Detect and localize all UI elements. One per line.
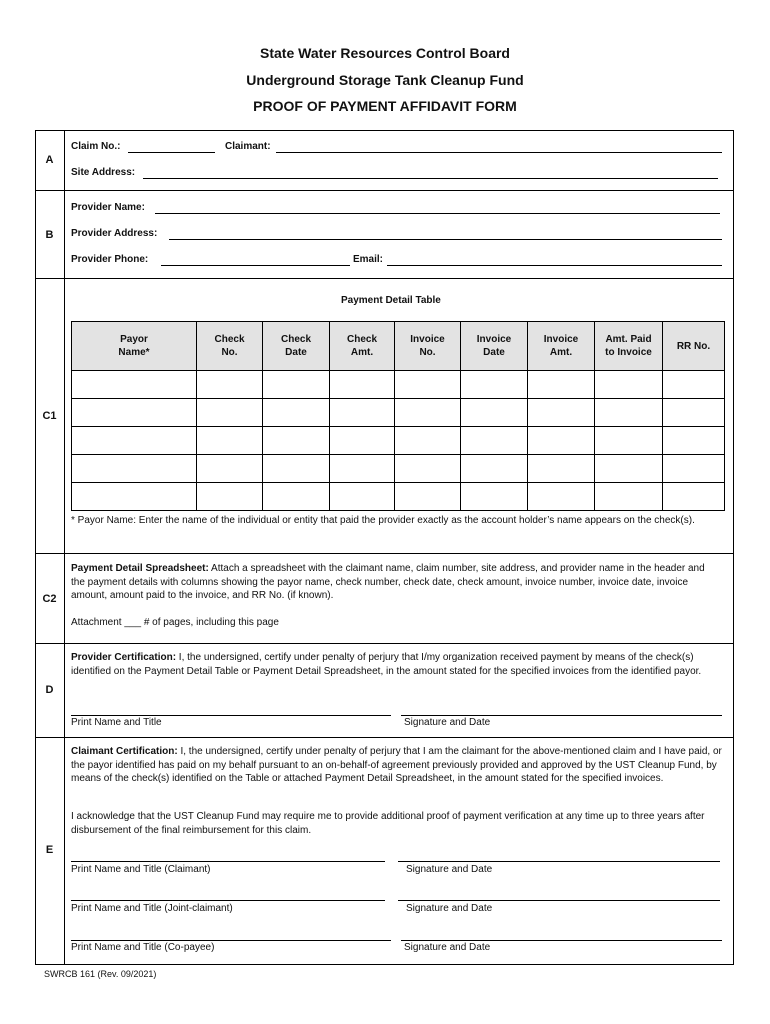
program-title: Underground Storage Tank Cleanup Fund [246, 72, 524, 88]
column-header [595, 322, 663, 371]
table-cell[interactable] [461, 455, 528, 483]
provider-phone-label: Provider Phone: [71, 254, 149, 265]
table-cell[interactable] [197, 371, 263, 399]
table-cell[interactable] [263, 427, 330, 455]
table-cell[interactable] [263, 399, 330, 427]
column-header-text: Check [346, 334, 377, 345]
table-cell[interactable] [330, 427, 395, 455]
table-cell[interactable] [595, 371, 663, 399]
column-header [330, 322, 395, 371]
column-header [461, 322, 528, 371]
joint-claimant-signature-field[interactable] [398, 900, 720, 901]
provider-certification-text: I, the undersigned, certify under penalty of perjury that I/my organization received payment by means of the check(s) identified on the Payment Detail Table or Payment Detail Spreadsheet, in the amount stated for the specified invoices from the identified payor. [71, 652, 702, 677]
table-cell[interactable] [663, 427, 725, 455]
agency-title: State Water Resources Control Board [260, 45, 510, 61]
provider-address-label: Provider Address: [71, 228, 158, 239]
column-header-text: Payor [120, 334, 148, 345]
table-cell[interactable] [461, 371, 528, 399]
provider-certification [71, 651, 726, 678]
claimant-signature-label: Signature and Date [406, 864, 493, 875]
table-cell[interactable] [528, 455, 595, 483]
table-row [72, 371, 725, 399]
column-header-text: Invoice [476, 334, 512, 345]
attachment-pages-line[interactable]: Attachment ___ # of pages, including this page [71, 617, 279, 628]
claimant-certification-heading: Claimant Certification: [71, 746, 178, 757]
table-cell[interactable] [528, 483, 595, 511]
table-row [72, 399, 725, 427]
section-b-letter: B [45, 229, 54, 241]
table-cell[interactable] [663, 371, 725, 399]
column-header-text: Date [285, 347, 307, 358]
column-header [395, 322, 461, 371]
column-header [263, 322, 330, 371]
joint-claimant-print-name-field[interactable] [71, 900, 385, 901]
column-header-text: No. [419, 347, 436, 358]
table-cell[interactable] [72, 455, 197, 483]
section-divider [35, 278, 734, 279]
spreadsheet-instructions [71, 562, 721, 603]
column-header-text: Name* [118, 347, 150, 358]
column-header-text: Amt. Paid [605, 334, 652, 345]
email-label: Email: [353, 254, 384, 265]
claimant-certification [71, 745, 726, 786]
table-cell[interactable] [595, 483, 663, 511]
table-cell[interactable] [461, 483, 528, 511]
table-cell[interactable] [595, 427, 663, 455]
column-header-text: Amt. [350, 347, 374, 358]
table-cell[interactable] [197, 399, 263, 427]
table-cell[interactable] [595, 455, 663, 483]
provider-print-name-label: Print Name and Title [71, 717, 162, 728]
table-cell[interactable] [330, 483, 395, 511]
payment-detail-table [71, 321, 725, 511]
table-row [72, 483, 725, 511]
table-cell[interactable] [197, 455, 263, 483]
column-header-text: No. [221, 347, 238, 358]
table-cell[interactable] [595, 399, 663, 427]
table-cell[interactable] [395, 455, 461, 483]
table-cell[interactable] [72, 399, 197, 427]
table-cell[interactable] [663, 483, 725, 511]
acknowledgement-text: I acknowledge that the UST Cleanup Fund may require me to provide additional proof of payment verification at any time up to three years after disbursement of the final reimbursement for this claim. [71, 811, 705, 836]
copayee-print-name-label: Print Name and Title (Co-payee) [71, 942, 215, 953]
provider-certification-heading: Provider Certification: [71, 652, 177, 663]
claim-no-label: Claim No.: [71, 141, 121, 152]
table-cell[interactable] [330, 399, 395, 427]
section-e-letter: E [45, 844, 54, 856]
table-cell[interactable] [528, 427, 595, 455]
table-cell[interactable] [72, 371, 197, 399]
claimant-print-name-field[interactable] [71, 861, 385, 862]
section-divider [35, 643, 734, 644]
table-cell[interactable] [395, 427, 461, 455]
copayee-signature-field[interactable] [401, 940, 722, 941]
claimant-label: Claimant: [225, 141, 271, 152]
column-header [72, 322, 197, 371]
table-cell[interactable] [528, 399, 595, 427]
table-cell[interactable] [395, 399, 461, 427]
spreadsheet-heading: Payment Detail Spreadsheet: [71, 563, 209, 574]
claimant-signature-field[interactable] [398, 861, 720, 862]
column-header-text: Check [214, 334, 245, 345]
joint-claimant-print-name-label: Print Name and Title (Joint-claimant) [71, 903, 233, 914]
section-d-letter: D [45, 684, 54, 696]
column-header-text: to Invoice [605, 347, 652, 358]
section-a-letter: A [45, 154, 54, 166]
payment-detail-table-title: Payment Detail Table [341, 295, 441, 306]
section-letter-column [35, 130, 65, 965]
claim-no-field[interactable] [128, 152, 215, 153]
copayee-print-name-field[interactable] [71, 940, 391, 941]
table-cell[interactable] [263, 483, 330, 511]
table-cell[interactable] [330, 371, 395, 399]
section-c2-letter: C2 [42, 593, 57, 605]
claimant-certification-text: I, the undersigned, certify under penalty of perjury that I am the claimant for the above-mentioned claim and I have paid, or the payor identified has paid on my behalf pursuant to an on-behalf-of agreement previously provided and approved by the UST Cleanup Fund, by means of the check(s) identified on the Table or attached Payment Detail Spreadsheet, in the amount stated for the specified invoices. [71, 746, 722, 784]
joint-claimant-signature-label: Signature and Date [406, 903, 493, 914]
table-row [72, 427, 725, 455]
form-revision-id: SWRCB 161 (Rev. 09/2021) [44, 969, 157, 979]
claimant-field[interactable] [276, 152, 722, 153]
provider-phone-field[interactable] [161, 265, 350, 266]
column-header-text: Amt. [549, 347, 573, 358]
provider-name-label: Provider Name: [71, 202, 145, 213]
site-address-field[interactable] [143, 178, 718, 179]
provider-name-field[interactable] [155, 213, 720, 214]
table-header-row [72, 322, 725, 371]
email-field[interactable] [387, 265, 722, 266]
provider-address-field[interactable] [169, 239, 722, 240]
table-row [72, 455, 725, 483]
table-cell[interactable] [197, 483, 263, 511]
table-cell[interactable] [395, 483, 461, 511]
table-cell[interactable] [263, 371, 330, 399]
claimant-print-name-label: Print Name and Title (Claimant) [71, 864, 211, 875]
column-header [197, 322, 263, 371]
section-c1-letter: C1 [42, 410, 57, 422]
column-header [663, 322, 725, 371]
provider-print-name-field[interactable] [71, 715, 391, 716]
table-cell[interactable] [663, 455, 725, 483]
provider-signature-label: Signature and Date [404, 717, 491, 728]
copayee-signature-label: Signature and Date [404, 942, 491, 953]
table-cell[interactable] [263, 455, 330, 483]
section-divider [35, 190, 734, 191]
site-address-label: Site Address: [71, 167, 136, 178]
table-cell[interactable] [461, 399, 528, 427]
section-divider [35, 737, 734, 738]
section-divider [35, 553, 734, 554]
table-cell[interactable] [528, 371, 595, 399]
table-cell[interactable] [330, 455, 395, 483]
column-header-text: Invoice [410, 334, 445, 345]
column-header-text: Check [280, 334, 311, 345]
provider-signature-field[interactable] [401, 715, 722, 716]
payor-name-footnote: * Payor Name: Enter the name of the individual or entity that paid the provider exactly as the account holder’s name appears on the check(s). [71, 515, 695, 526]
table-cell[interactable] [663, 399, 725, 427]
spreadsheet-text: Attach a spreadsheet with the claimant name, claim number, site address, and provider name in the header and the payment details with columns showing the payor name, check number, check date, check amount, invoice number, invoice date, invoice amount, amount paid to the invoice, and RR No. (if known). [71, 563, 705, 601]
table-cell[interactable] [461, 427, 528, 455]
column-header-text: Invoice [543, 334, 579, 345]
table-cell[interactable] [395, 371, 461, 399]
table-cell[interactable] [197, 427, 263, 455]
column-header [528, 322, 595, 371]
table-cell[interactable] [72, 427, 197, 455]
table-cell[interactable] [72, 483, 197, 511]
column-header-text: RR No. [676, 340, 711, 352]
column-header-text: Date [483, 347, 505, 358]
form-title: PROOF OF PAYMENT AFFIDAVIT FORM [253, 98, 517, 114]
